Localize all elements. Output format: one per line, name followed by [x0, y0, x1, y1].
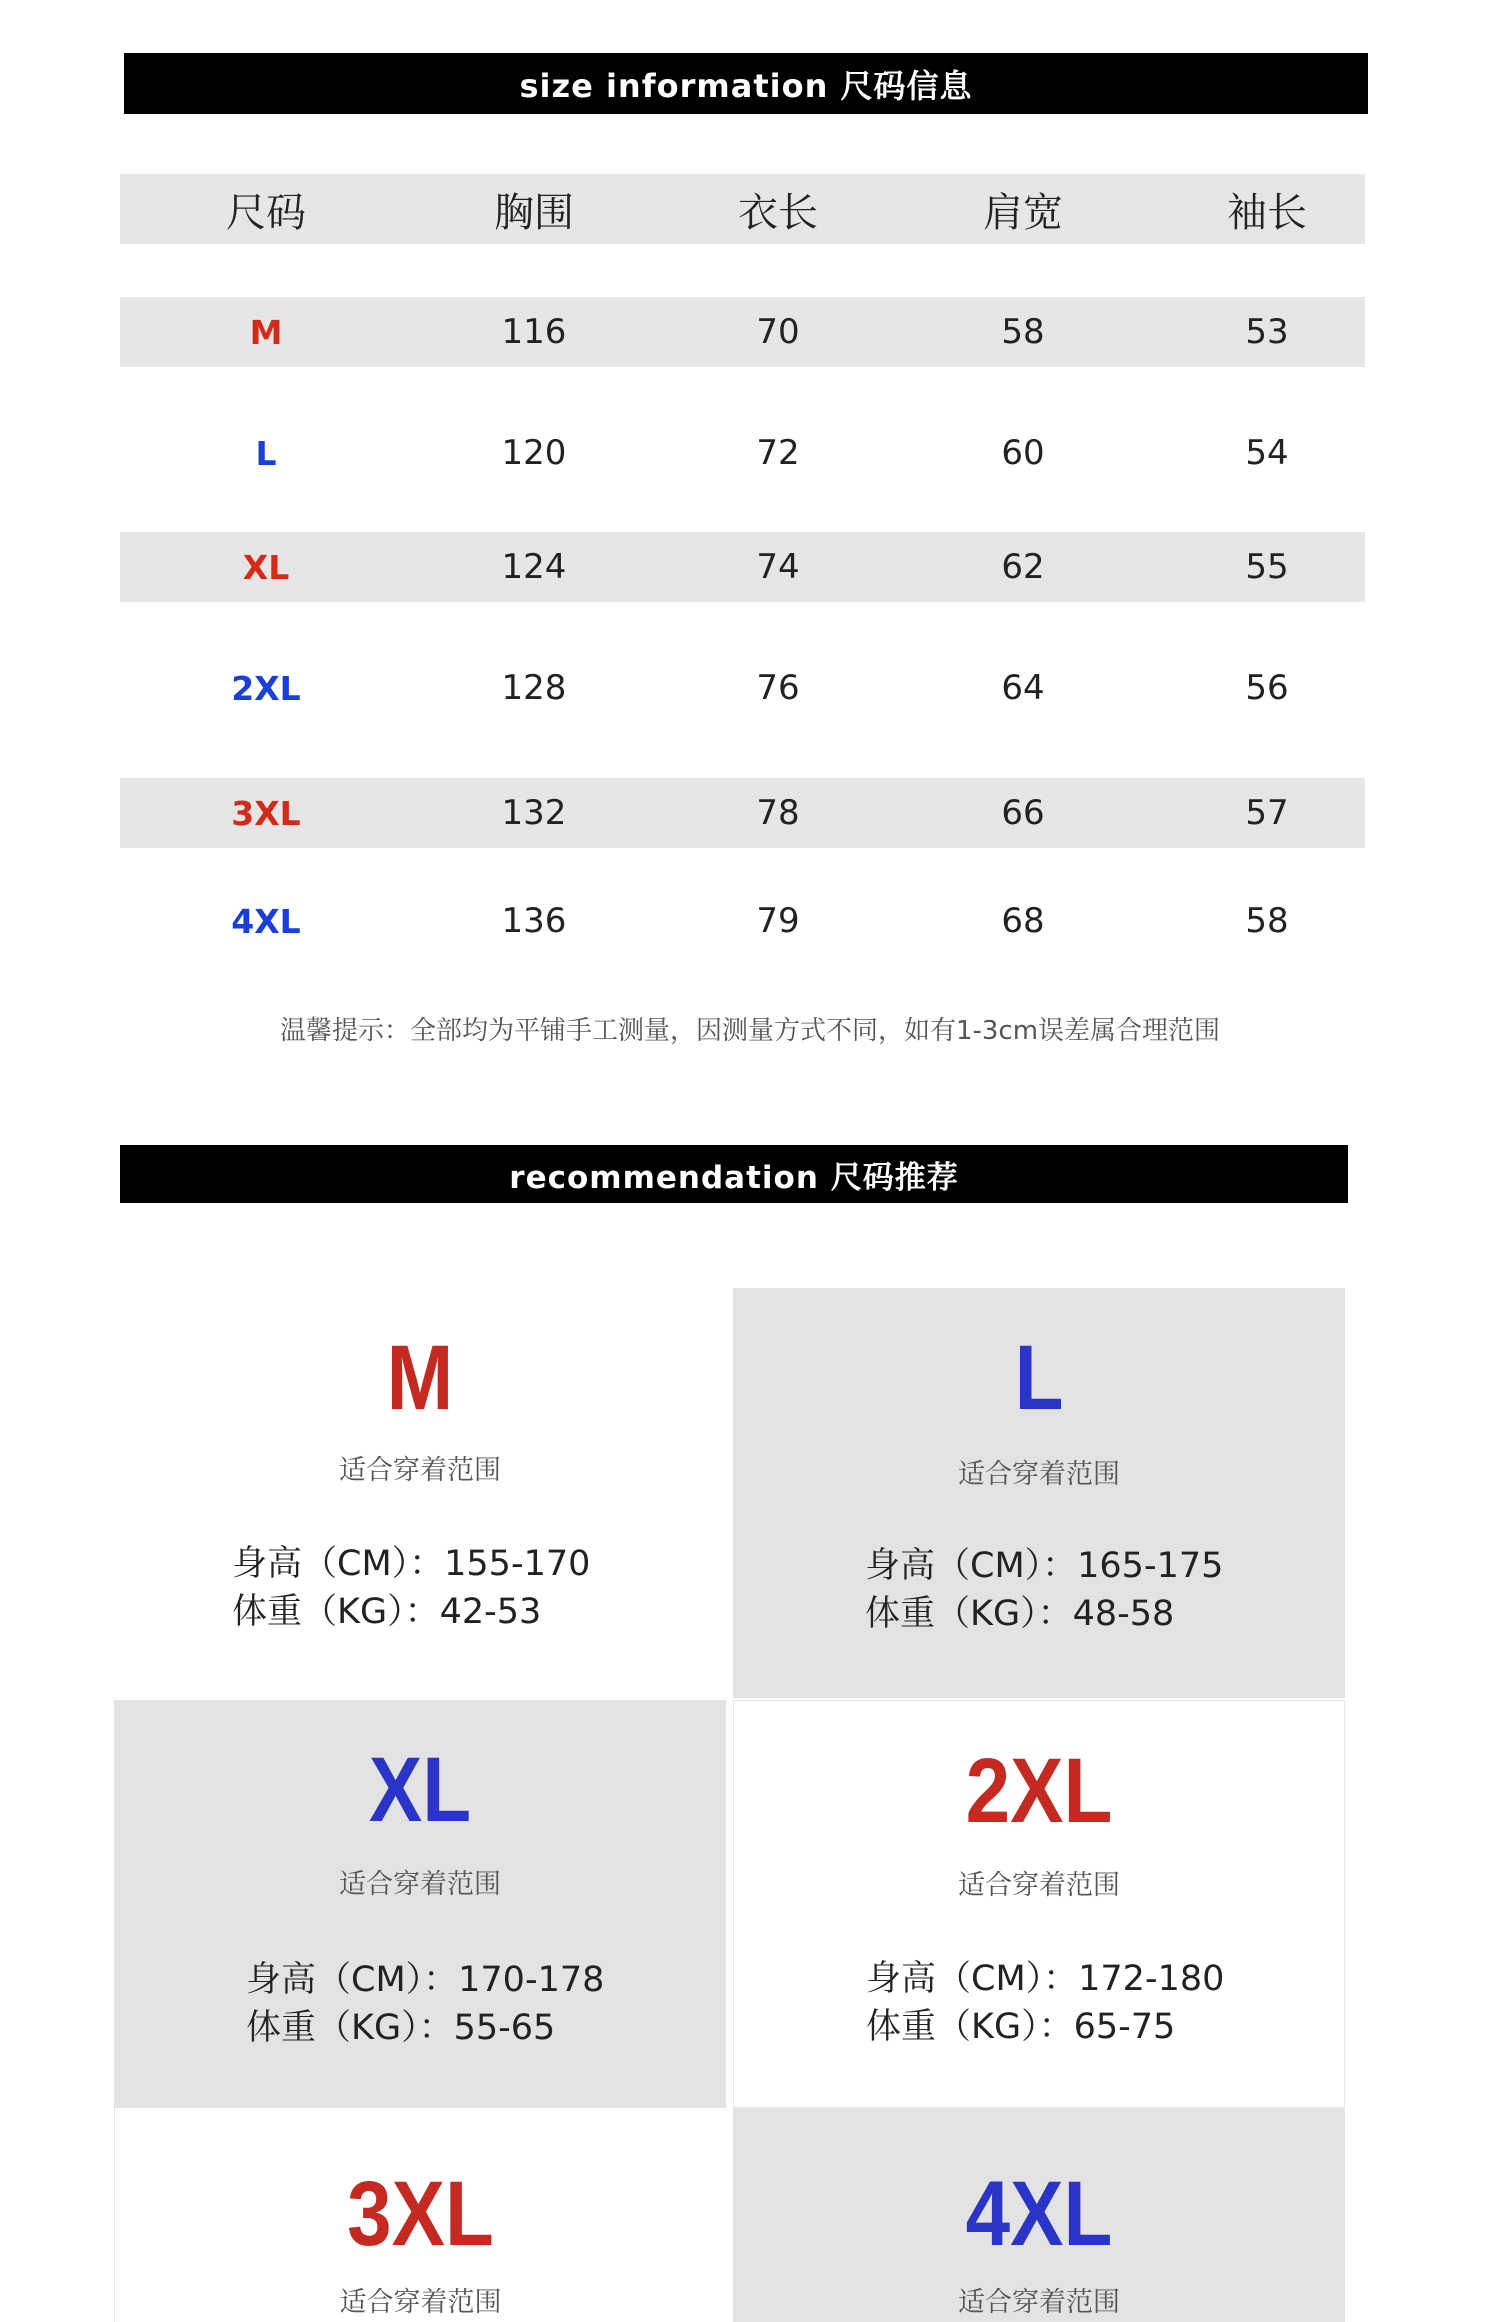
- sleeve-value: 55: [1245, 547, 1289, 587]
- sleeve-value: 53: [1245, 312, 1289, 352]
- recommendation-card-m: [114, 1288, 726, 1698]
- table-row: [120, 418, 1365, 488]
- card-suit-label: 适合穿着范围: [958, 2287, 1120, 2318]
- card-suit-label: 适合穿着范围: [339, 1455, 501, 1486]
- card-weight-range: 体重（KG）：48-58: [865, 1594, 1175, 1634]
- card-weight-range: 体重（KG）：55-65: [246, 2008, 556, 2048]
- header-size: 尺码: [226, 189, 306, 236]
- length-value: 70: [756, 312, 800, 352]
- card-height-range: 身高（CM）：170-178: [246, 1960, 605, 2000]
- size-label: L: [255, 433, 277, 473]
- length-value: 78: [756, 793, 800, 833]
- recommendation-card-4xl: [733, 2108, 1345, 2322]
- size-table-header: [120, 174, 1365, 244]
- sleeve-value: 54: [1245, 433, 1289, 473]
- header-length: 衣长: [738, 189, 818, 236]
- card-weight-range: 体重（KG）：42-53: [232, 1592, 542, 1632]
- shoulder-value: 58: [1001, 312, 1045, 352]
- size-label: XL: [242, 547, 290, 587]
- card-height-range: 身高（CM）：165-175: [865, 1546, 1224, 1586]
- card-suit-label: 适合穿着范围: [958, 1870, 1120, 1901]
- size-label: M: [249, 312, 283, 352]
- sleeve-value: 58: [1245, 901, 1289, 941]
- recommendation-banner: recommendation 尺码推荐: [120, 1145, 1348, 1203]
- shoulder-value: 68: [1001, 901, 1045, 941]
- length-value: 79: [756, 901, 800, 941]
- card-size-label: 4XL: [965, 2162, 1113, 2265]
- header-shoulder: 肩宽: [983, 189, 1063, 236]
- size-label: 3XL: [231, 793, 301, 833]
- length-value: 76: [756, 668, 800, 708]
- chest-value: 136: [501, 901, 567, 941]
- card-size-label: M: [386, 1326, 454, 1429]
- card-weight-range: 体重（KG）：65-75: [866, 2007, 1176, 2047]
- card-size-label: 2XL: [965, 1739, 1113, 1842]
- recommendation-card-l: [733, 1288, 1345, 1698]
- length-value: 72: [756, 433, 800, 473]
- size-label: 2XL: [231, 668, 301, 708]
- card-size-label: 3XL: [347, 2162, 494, 2265]
- card-size-label: XL: [368, 1738, 472, 1841]
- header-chest: 胸围: [494, 189, 574, 236]
- sleeve-value: 56: [1245, 668, 1289, 708]
- chest-value: 120: [501, 433, 567, 473]
- table-row: [120, 653, 1365, 723]
- card-suit-label: 适合穿着范围: [339, 2287, 502, 2318]
- size-information-banner: size information 尺码信息: [124, 53, 1368, 114]
- chest-value: 124: [501, 547, 567, 587]
- table-row: [120, 297, 1365, 367]
- card-height-range: 身高（CM）：155-170: [232, 1544, 591, 1584]
- header-sleeve: 袖长: [1227, 189, 1307, 236]
- card-height-range: 身高（CM）：172-180: [866, 1959, 1225, 1999]
- measurement-note: 温馨提示：全部均为平铺手工测量，因测量方式不同，如有1-3cm误差属合理范围: [279, 1016, 1221, 1046]
- shoulder-value: 64: [1001, 668, 1045, 708]
- shoulder-value: 66: [1001, 793, 1045, 833]
- table-row: [120, 886, 1365, 956]
- sleeve-value: 57: [1245, 793, 1289, 833]
- table-row: [120, 778, 1365, 848]
- shoulder-value: 60: [1001, 433, 1045, 473]
- card-suit-label: 适合穿着范围: [339, 1869, 501, 1900]
- chest-value: 132: [501, 793, 567, 833]
- recommendation-card-xl: [114, 1700, 726, 2108]
- shoulder-value: 62: [1001, 547, 1045, 587]
- size-label: 4XL: [231, 901, 301, 941]
- chest-value: 128: [501, 668, 567, 708]
- recommendation-card-3xl: [114, 2108, 726, 2322]
- length-value: 74: [756, 547, 800, 587]
- table-row: [120, 532, 1365, 602]
- card-size-label: L: [1014, 1326, 1064, 1429]
- chest-value: 116: [501, 312, 567, 352]
- card-suit-label: 适合穿着范围: [958, 1459, 1120, 1490]
- recommendation-card-2xl: [733, 1700, 1345, 2108]
